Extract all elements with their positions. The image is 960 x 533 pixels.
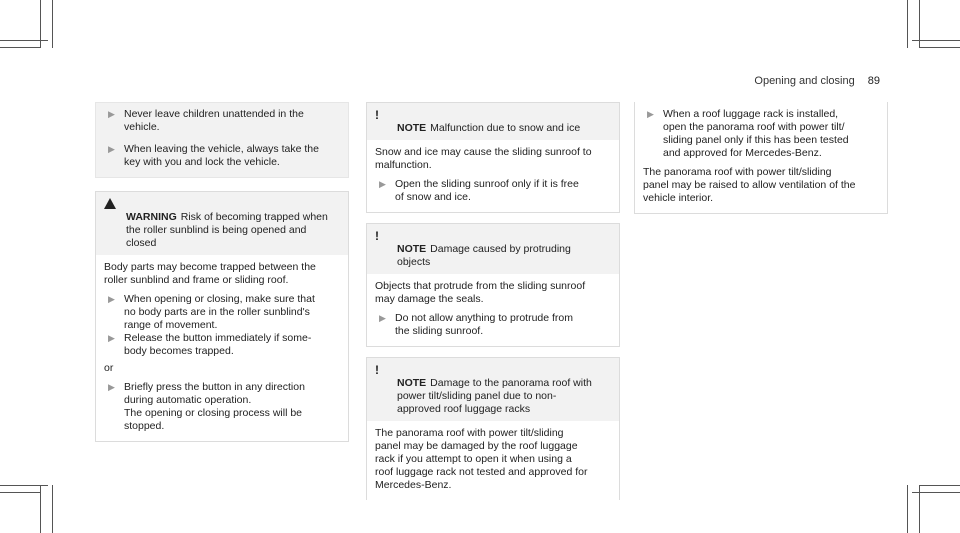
warning-body-text: Body parts may become trapped between the roller sunblind and frame or sliding roof. [104, 261, 316, 286]
note-label: NOTE [397, 243, 427, 255]
crop-mark [919, 47, 960, 48]
crop-mark [52, 485, 53, 533]
section-title: Opening and closing [754, 75, 855, 87]
note-title-text: Damage caused by protruding objects [397, 243, 571, 268]
note-title-text: Malfunction due to snow and ice [430, 122, 581, 134]
arrow-right-icon: ▶ [108, 382, 115, 392]
note-box [366, 223, 620, 347]
crop-mark [40, 485, 41, 533]
warning-title-text: Risk of becoming trapped when the roller sunblind is being opened and closed [126, 211, 328, 249]
crop-mark [0, 485, 48, 486]
warning-step [104, 381, 340, 433]
running-header [754, 75, 880, 88]
column-middle [366, 102, 620, 500]
note-box [366, 102, 620, 213]
note-body-text: Objects that protrude from the sliding sunroof may damage the seals. [375, 280, 586, 305]
note-label: NOTE [397, 122, 427, 134]
note-title [367, 103, 619, 140]
note-label: NOTE [397, 377, 427, 389]
arrow-right-icon: ▶ [108, 294, 115, 304]
bullet-text: Never leave children unattended in the vehicle. [124, 108, 304, 133]
arrow-right-icon: ▶ [647, 109, 654, 119]
bullet-text: When leaving the vehicle, always take the key with you and lock the vehicle. [124, 143, 319, 168]
arrow-right-icon: ▶ [108, 144, 115, 154]
note-body [367, 421, 619, 500]
exclamation-icon: ! [375, 229, 379, 243]
safety-bullet [104, 108, 340, 134]
continued-box [634, 102, 888, 214]
crop-mark [919, 485, 960, 486]
step-text: Open the sliding sunroof only if it is free of snow and ice. [395, 178, 579, 203]
crop-mark [912, 492, 960, 493]
step-text: Briefly press the button in any direction during automatic operation. The opening or closing process will be stopped. [124, 381, 305, 432]
step-text: When a roof luggage rack is installed, open the panorama roof with power tilt/ sliding panel only if this has been tested and approved for Mercedes-Benz. [663, 108, 849, 159]
note-title [367, 224, 619, 274]
column-left [95, 102, 349, 442]
crop-mark [52, 0, 53, 48]
warning-body [96, 255, 348, 441]
safety-bullet [104, 143, 340, 169]
warning-title [96, 192, 348, 255]
warning-triangle-icon [104, 198, 116, 209]
note-title-text: Damage to the panorama roof with power tilt/sliding panel due to non- approved roof luggage racks [397, 377, 592, 415]
arrow-right-icon: ▶ [379, 179, 386, 189]
warning-step [104, 332, 340, 358]
note-body [367, 140, 619, 212]
step-text: Release the button immediately if some- body becomes trapped. [124, 332, 312, 357]
note-body [367, 274, 619, 346]
warning-label: WARNING [126, 211, 177, 223]
step-text: Do not allow anything to protrude from the sliding sunroof. [395, 312, 574, 337]
arrow-right-icon: ▶ [379, 313, 386, 323]
or-text: or [104, 362, 114, 374]
note-step [375, 178, 611, 204]
crop-mark [0, 47, 40, 48]
crop-mark [907, 485, 908, 533]
warning-step [104, 293, 340, 332]
exclamation-icon: ! [375, 363, 379, 377]
step-text: When opening or closing, make sure that no body parts are in the roller sunblind's range of movement. [124, 293, 315, 331]
crop-mark [0, 492, 40, 493]
note-box [366, 357, 620, 500]
crop-mark [912, 40, 960, 41]
warning-box [95, 191, 349, 442]
arrow-right-icon: ▶ [108, 109, 115, 119]
crop-mark [907, 0, 908, 48]
note-title [367, 358, 619, 421]
continued-step [643, 108, 879, 160]
page-number: 89 [867, 75, 880, 87]
arrow-right-icon: ▶ [108, 333, 115, 343]
note-step [375, 312, 611, 338]
exclamation-icon: ! [375, 108, 379, 122]
crop-mark [0, 40, 48, 41]
note-body-text: The panorama roof with power tilt/sliding panel may be damaged by the roof luggage rack if you attempt to open it when using a roof luggage rack not tested and approved for Mercedes-Benz. [375, 427, 588, 491]
column-right [634, 102, 888, 214]
continued-body-text: The panorama roof with power tilt/sliding panel may be raised to allow ventilation of the vehicle interior. [643, 166, 856, 204]
note-body-text: Snow and ice may cause the sliding sunroof to malfunction. [375, 146, 592, 171]
safety-bullets-box [95, 102, 349, 178]
